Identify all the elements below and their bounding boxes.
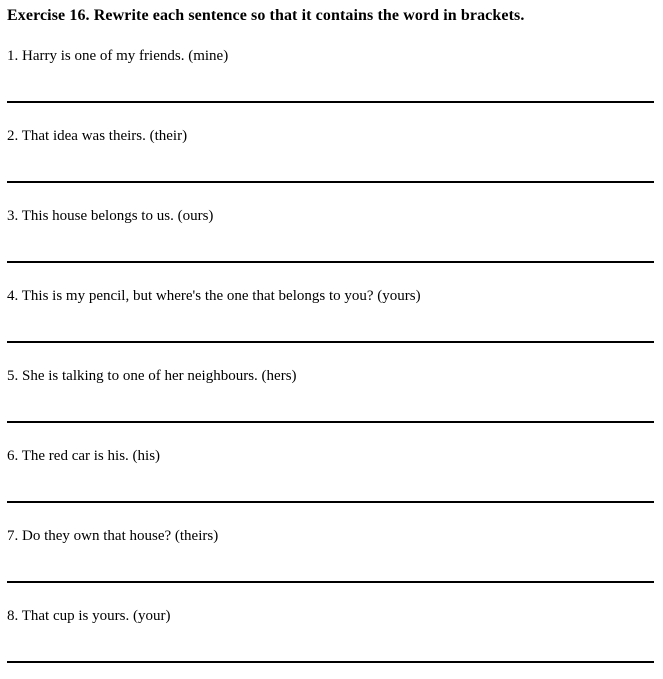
answer-line <box>7 501 654 503</box>
sentence-text <box>7 526 654 546</box>
item-number: 2. <box>7 128 19 144</box>
item-number: 6. <box>7 448 19 464</box>
bracket-word: (mine) <box>188 48 229 64</box>
item-number: 1. <box>7 48 19 64</box>
item-sentence: That idea was theirs. <box>21 128 146 144</box>
item-sentence: The red car is his. <box>21 448 129 464</box>
bracket-word: (yours) <box>377 288 421 304</box>
item-sentence: That cup is yours. <box>21 608 130 624</box>
item-number: 8. <box>7 608 19 624</box>
sentence-text <box>7 446 654 466</box>
bracket-word: (your) <box>132 608 171 624</box>
answer-line <box>7 341 654 343</box>
item-sentence: This is my pencil, but where's the one that belongs to you? <box>21 288 374 304</box>
bracket-word: (ours) <box>177 208 214 224</box>
sentence-text <box>7 366 654 386</box>
exercise-item <box>7 126 654 183</box>
exercise-item <box>7 366 654 423</box>
item-number: 7. <box>7 528 19 544</box>
exercise-item <box>7 526 654 583</box>
exercise-item <box>7 446 654 503</box>
exercise-item <box>7 206 654 263</box>
item-sentence: Harry is one of my friends. <box>22 48 185 64</box>
item-sentence: Do they own that house? <box>22 528 172 544</box>
item-sentence: She is talking to one of her neighbours. <box>22 368 258 384</box>
sentence-text <box>7 206 654 226</box>
answer-line <box>7 181 654 183</box>
exercise-title: Exercise 16. Rewrite each sentence so that it contains the word in brackets. <box>7 7 525 24</box>
sentence-text <box>7 126 654 146</box>
item-number: 4. <box>7 288 19 304</box>
item-number: 5. <box>7 368 19 384</box>
answer-line <box>7 101 654 103</box>
sentence-text <box>7 606 654 626</box>
exercise-items-list <box>7 46 654 663</box>
exercise-item <box>7 46 654 103</box>
answer-line <box>7 661 654 663</box>
bracket-word: (hers) <box>261 368 297 384</box>
exercise-item <box>7 286 654 343</box>
exercise-item <box>7 606 654 663</box>
item-sentence: This house belongs to us. <box>21 208 174 224</box>
answer-line <box>7 421 654 423</box>
item-number: 3. <box>7 208 19 224</box>
bracket-word: (their) <box>149 128 188 144</box>
sentence-text <box>7 286 654 306</box>
answer-line <box>7 261 654 263</box>
bracket-word: (his) <box>132 448 161 464</box>
sentence-text <box>7 46 654 66</box>
answer-line <box>7 581 654 583</box>
bracket-word: (theirs) <box>174 528 219 544</box>
